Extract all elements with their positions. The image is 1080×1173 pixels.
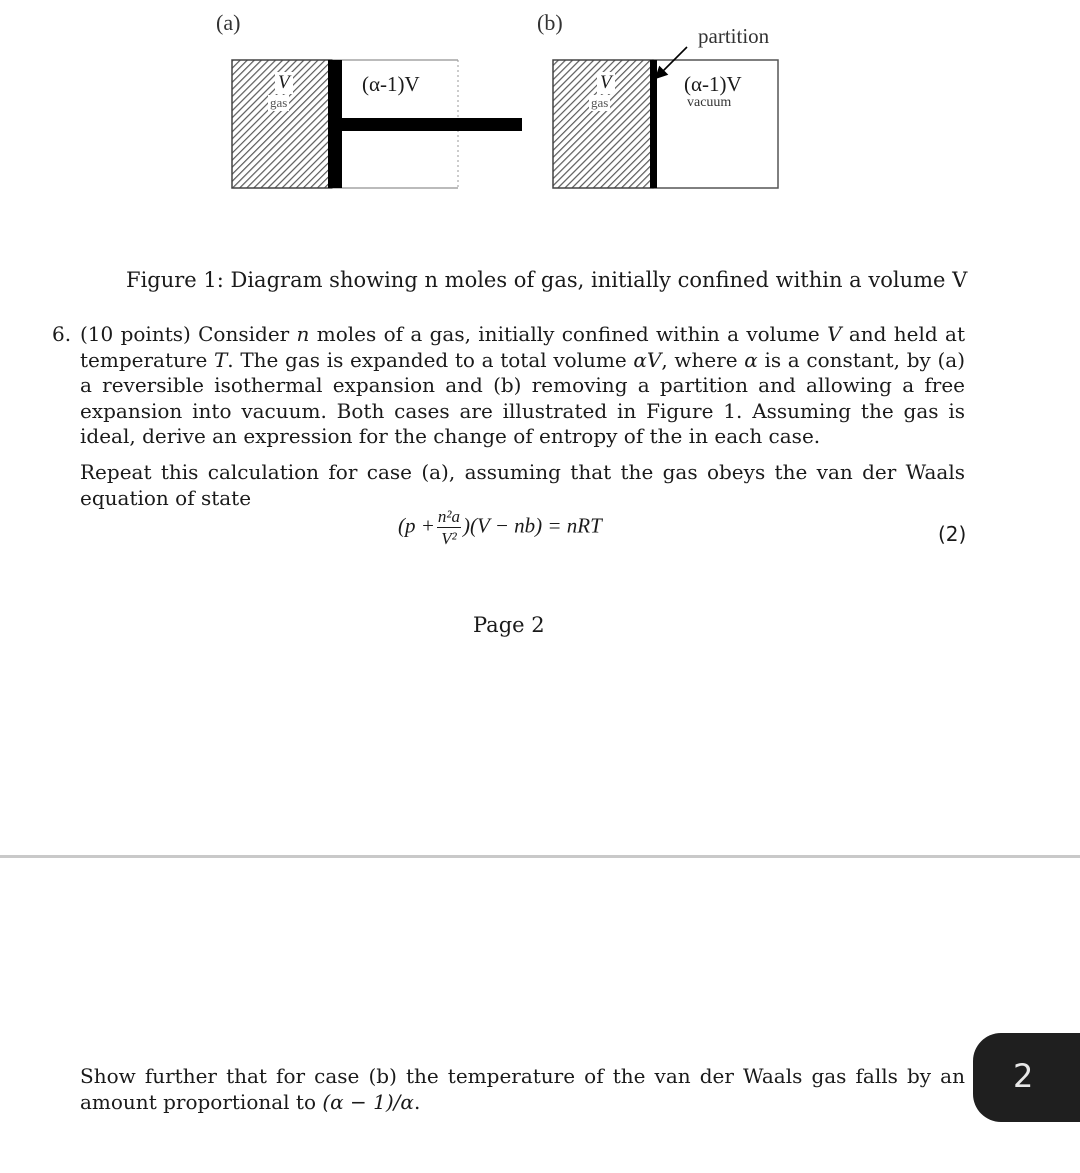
further-instruction: Show further that for case (b) the temperature of the van der Waals gas falls by an amount proportional to (α − 1)/α. — [80, 1064, 965, 1114]
expanded-volume-label-b: (α-1)V — [684, 72, 742, 96]
gas-label-b: gas — [591, 95, 609, 110]
page-number-text: 2 — [1013, 1057, 1034, 1095]
page-label: Page 2 — [473, 613, 545, 637]
gas-volume-label-b: V — [597, 72, 615, 94]
page-number-badge[interactable] — [973, 1033, 1080, 1122]
panel-b-label: (b) — [537, 10, 563, 35]
page-divider — [0, 855, 1080, 858]
panel-a-label: (a) — [216, 10, 241, 35]
expanded-volume-label-a: (α-1)V — [362, 72, 420, 96]
piston-head — [328, 60, 342, 188]
equation-fraction: $\frac{\text{n²a}}{\text{V²}}$ — [437, 507, 461, 548]
repeat-instruction: Repeat this calculation for case (a), assuming that the gas obeys the van der Waals equation of state — [80, 460, 965, 510]
vacuum-label: vacuum — [687, 95, 732, 110]
panel-b-diagram — [553, 47, 778, 188]
partition-label: partition — [698, 24, 770, 48]
partition-wall — [650, 60, 657, 188]
piston-rod — [342, 118, 522, 131]
question-text: (10 points) Consider n moles of a gas, initially confined within a volume V and held at temperature T. The gas is expanded to a total volume αV, where α is a constant, by (a) a reversible isothermal expansion and (b) removing a partition and allowing a free expansion into vacuum. Both cases are illustrated in Figure 1. Assuming the gas is ideal, derive an expression for the change of entropy of the in each case. — [80, 322, 965, 448]
equation-number: (2) — [938, 522, 967, 546]
van-der-waals-equation: (p + $\frac{\text{n²a}}{\text{V²}}$ )(V − nb) = nRT — [398, 507, 602, 548]
figure-caption: Figure 1: Diagram showing n moles of gas, initially confined within a volume V — [126, 268, 968, 292]
gas-label-a: gas — [270, 95, 288, 110]
gas-volume-label-a: V — [275, 72, 293, 94]
question-number: 6. — [52, 322, 72, 346]
